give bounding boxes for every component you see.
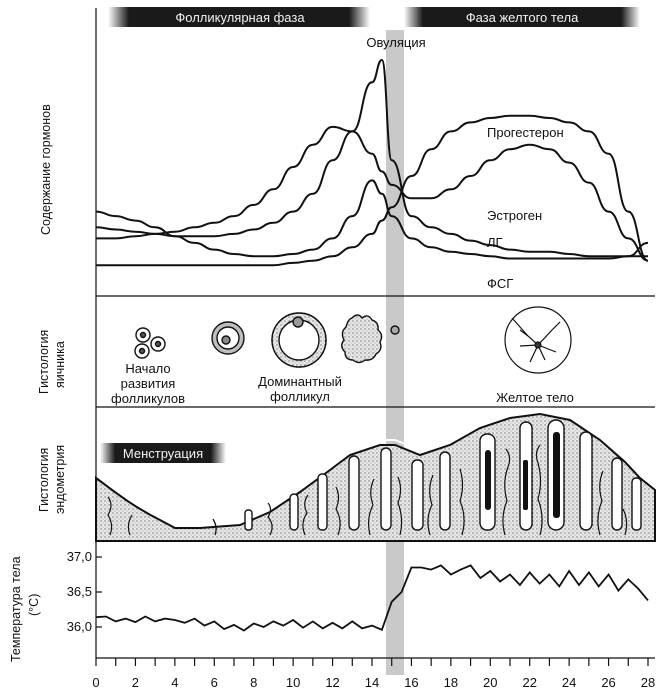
day-tick-label: 8 xyxy=(250,675,258,690)
day-axis xyxy=(92,658,655,690)
lh-line xyxy=(96,60,648,256)
ovary-ylabel-line2: яичника xyxy=(53,341,67,388)
hormone-lines xyxy=(96,60,648,265)
menstruation-label: Менструация xyxy=(122,446,204,461)
ovulation-band xyxy=(386,30,404,675)
day-tick-label: 2 xyxy=(131,675,140,690)
hormones-ylabel: Содержание гормонов xyxy=(39,104,53,235)
endometrium-ylabel-line1: Гистология xyxy=(37,447,51,512)
day-tick-label: 0 xyxy=(92,675,100,690)
secondary-follicle-icon xyxy=(212,322,244,354)
temperature-panel xyxy=(9,549,648,662)
luteal-phase-label: Фаза желтого тела xyxy=(465,10,579,25)
dominant-follicle-icon xyxy=(272,313,326,367)
endometrium-layer xyxy=(96,414,655,541)
day-tick-label: 14 xyxy=(364,675,380,690)
phase-headers xyxy=(108,7,640,27)
estrogen-label: Эстроген xyxy=(487,208,543,223)
temperature-line xyxy=(96,565,648,630)
day-tick-label: 16 xyxy=(404,675,419,690)
endometrium-ylabel-line2: эндометрия xyxy=(53,444,67,514)
corpus-luteum-label: Желтое тело xyxy=(496,390,574,405)
temperature-ylabel-line2: (°С) xyxy=(27,593,41,616)
fsh-label: ФСГ xyxy=(487,276,514,291)
primary-follicles-icon xyxy=(135,328,165,358)
follicle-start-line3: фолликулов xyxy=(111,391,185,406)
day-tick-label: 10 xyxy=(285,675,301,690)
corpus-luteum-icon xyxy=(505,307,571,373)
temp-tick-36-0: 36,0 xyxy=(66,619,92,634)
temperature-ylabel-line1: Температура тела xyxy=(9,556,23,662)
progesterone-line xyxy=(96,116,648,265)
temp-tick-37-0: 37,0 xyxy=(66,549,92,564)
ovary-ylabel-line1: Гистология xyxy=(37,329,51,394)
day-tick-label: 18 xyxy=(443,675,459,690)
temperature-series-line xyxy=(96,565,648,630)
day-tick-label: 24 xyxy=(561,675,577,690)
dominant-follicle-line2: фолликул xyxy=(270,389,330,404)
day-tick-label: 22 xyxy=(522,675,537,690)
temp-tick-36-5: 36,5 xyxy=(66,584,92,599)
progesterone-label: Прогестерон xyxy=(487,125,564,140)
endometrium-histology xyxy=(37,409,655,541)
lh-label: ЛГ xyxy=(487,235,503,250)
day-tick-label: 20 xyxy=(483,675,498,690)
ovary-histology xyxy=(37,307,574,406)
day-tick-label: 28 xyxy=(640,675,656,690)
dominant-follicle-line1: Доминантный xyxy=(258,374,342,389)
day-tick-label: 12 xyxy=(325,675,340,690)
day-tick-label: 6 xyxy=(210,675,218,690)
day-tick-label: 26 xyxy=(601,675,616,690)
follicular-phase-label: Фолликулярная фаза xyxy=(175,10,305,25)
ovulation-label: Овуляция xyxy=(366,35,426,50)
day-tick-label: 4 xyxy=(171,675,179,690)
estrogen-line xyxy=(96,127,648,261)
follicle-start-line2: развития xyxy=(120,376,176,391)
fsh-line xyxy=(96,180,648,258)
follicle-start-line1: Начало xyxy=(125,361,171,376)
